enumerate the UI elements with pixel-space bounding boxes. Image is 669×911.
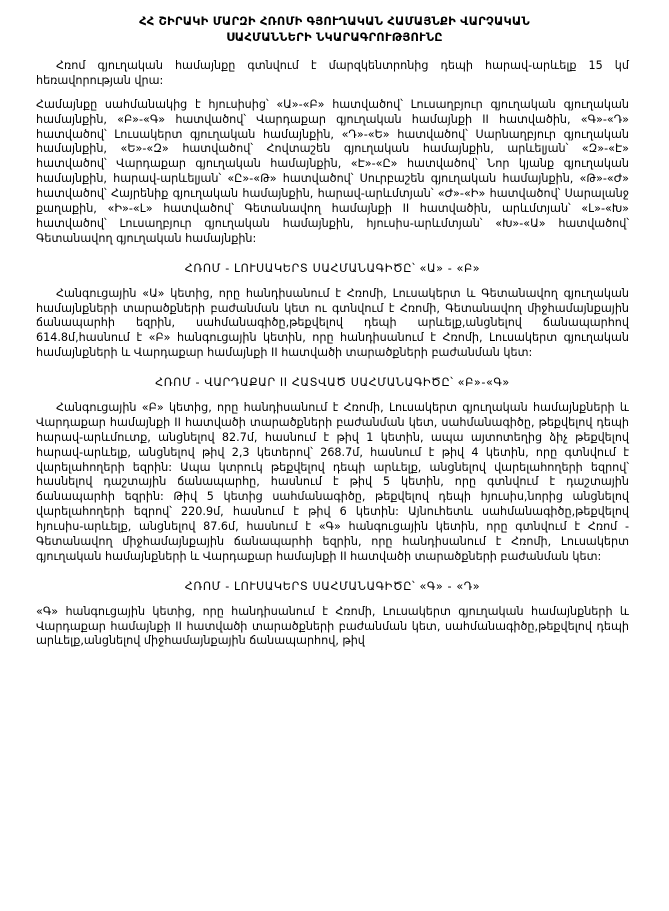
intro-paragraph-1: Հռոմ գյուղական համայնքը գտնվում է մարզկենտրոնից դեպի հարավ-արևելք 15 կմ հեռավորության վրա: <box>36 59 629 87</box>
page-title-line-1: ՀՀ ՇԻՐԱԿԻ ՄԱՐԶԻ ՀՌՈՄԻ ԳՅՈՒՂԱԿԱՆ ՀԱՄԱՅՆՔԻ ՎԱՐՉԱԿԱՆ <box>139 14 530 28</box>
section-heading-2: ՀՌՈՄ - ՎԱՐԴԱՔԱՐ II ՀԱՏՎԱԾ ՍԱՀՄԱՆԱԳԻԾԸ՝ «Բ»-«Գ» <box>155 376 510 390</box>
section-1-paragraph-1: Հանգուցային «Ա» կետից, որը հանդիսանում է Հռոմի, Լուսակերտ և Գետանավող գյուղական համայնքների տարածքների բաժանման կետ ու գտնվում է Հռոմի, Գետանավող միջհամայնքային ճանապարհի եզրին, սահմանագիծը,թեքվելով դեպի արևելք,անցնելով ճանապարհով 614.8մ,հասնում է «Բ» հանգուցային կետին, որը հանդիսանում է Հռոմի, Լուսակերտ գյուղական համայնքների և Վարդաքար համայնքի II հատվածի տարածքների բաժանման կետ: <box>36 286 629 360</box>
section-heading-1: ՀՌՈՄ - ԼՈՒՍԱԿԵՐՏ ՍԱՀՄԱՆԱԳԻԾԸ՝ «Ա» - «Բ» <box>184 261 481 275</box>
page-title <box>46 14 623 45</box>
section-2-paragraph-1: Հանգուցային «Բ» կետից, որը հանդիսանում է Հռոմի, Լուսակերտ գյուղական համայնքների և Վարդաքար համայնքի II հատվածի տարածքների բաժանման կետ, սահմանագիծը, թեքվելով դեպի հարավ-արևմուտք, անցնելով 82.7մ, հասնում է թիվ 1 կետին, ապա այտոտեղից ձիչ թեքվելով հարավ-արևելք, անցնելով թիվ 2,3 կետերով՝ 268.7մ, հասնում է թիվ 4 կետին, որը գտնվում է վարելահողերի եզրին: Ապա կտրուկ թեքվելով դեպի արևելք, անցնելով վարելահողերի եզրով՝ հասնելով դաշտային ճանապարհը, հասնում է թիվ 5 կետին, որը գտնվում է դաշտային ճանապարհի եզրին: Թիվ 5 կետից սահմանագիծը, թեքվելով դեպի հյուսիս,նորից անցնելով վարելահողերի եզրով՝ 220.9մ, հասնում է թիվ 6 կետին: Այնուհետև սահմանագիծը,թեքվելով հյուսիս-արևելք, անցնելով 87.6մ, հասնում է «Գ» հանգուցային կետին, որը գտնվում է Հռոմ - Գետանավող միջհամայնքային ճանապարհի եզրին, որը հանդիսանում է Հռոմի, Լուսակերտ գյուղական համայնքների և Վարդաքար համայնքի II հատվածի տարածքների բաժանման կետ: <box>36 400 629 563</box>
section-3-paragraph-1: «Գ» հանգուցային կետից, որը հանդիսանում է Հռոմի, Լուսակերտ գյուղական համայնքների և Վարդաքար համայնքի II հատվածի տարածքների բաժանման կետ, սահմանագիծը,թեքվելով դեպի արևելք,անցնելով միջհամայնքային ճանապարհով, թիվ <box>36 604 629 648</box>
page-title-line-2: ՍԱՀՄԱՆՆԵՐԻ ՆԿԱՐԱԳՐՈՒԹՅՈՒՆԸ <box>226 29 443 44</box>
intro-paragraph-2: Համայնքը սահմանակից է հյուսիսից՝ «Ա»-«Բ» հատվածով՝ Լուսաղբյուր գյուղական գյուղական համայնքին, «Բ»-«Գ» հատվածով՝ Վարդաքար գյուղական համայնքի II հատվածին, «Գ»-«Դ» հատվածով՝ Լուսակերտ գյուղական համայնքին, «Դ»-«Ե» հատվածով՝ Սարնաղբյուր գյուղական համայնքին, «Ե»-«Զ» հատվածով՝ Հովտաշեն գյուղական համայնքին, արևելյան՝ «Զ»-«Է» հատվածով՝ Վարդաքար գյուղական համայնքին, «Է»-«Ը» հատվածով՝ Նոր կյանք գյուղական համայնքին, հարավ-արևելյան՝ «Ը»-«Թ» հատվածով՝ Սուրբաշեն գյուղական համայնքին, «Թ»-«Ժ» հատվածով՝ Հայրենիք գյուղական համայնքին, հարավ-արևմտյան՝ «Ժ»-«Ի» հատվածով՝ Սարալանջ քաղաքին, «Ի»-«Լ» հատվածով՝ Գետանավող համայնքի II հատվածին, արևմտյան՝ «Լ»-«Խ» հատվածով՝ Լուսաղբյուր գյուղական համայնքին, հյուսիս-արևմտյան՝ «Խ»-«Ա» հատվածով՝ Գետանավող գյուղական համայնքին: <box>36 97 629 245</box>
document-page <box>0 14 669 911</box>
document-body <box>36 59 629 649</box>
section-heading-3: ՀՌՈՄ - ԼՈՒՍԱԿԵՐՏ ՍԱՀՄԱՆԱԳԻԾԸ՝ «Գ» - «Դ» <box>184 579 481 593</box>
